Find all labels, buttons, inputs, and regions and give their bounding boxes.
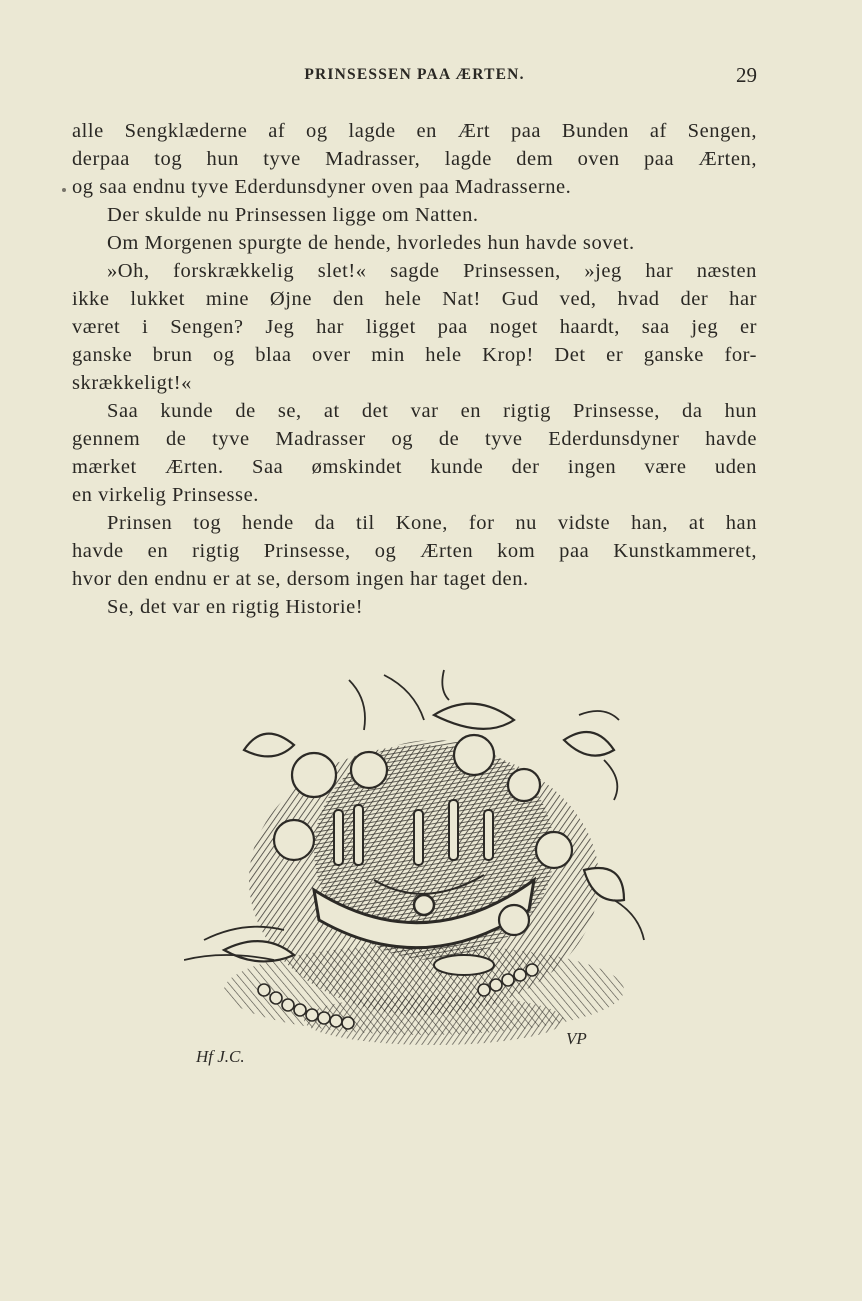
paragraph-6 bbox=[72, 509, 757, 593]
pea-crown-illustration bbox=[184, 660, 654, 1072]
paragraph-5 bbox=[72, 397, 757, 509]
paragraph-4 bbox=[72, 257, 757, 397]
text-line: derpaa tog hun tyve Madrasser, lagde dem oven paa Ærten, bbox=[72, 148, 757, 170]
text-line: Saa kunde de se, at det var en rigtig Prinsesse, da hun bbox=[107, 400, 757, 422]
text-line: skrækkeligt!« bbox=[72, 372, 192, 394]
text-line: Om Morgenen spurgte de hende, hvorledes hun havde sovet. bbox=[107, 232, 635, 254]
text-line: Prinsen tog hende da til Kone, for nu vidste han, at han bbox=[107, 512, 757, 534]
paragraph-1 bbox=[72, 117, 757, 201]
text-line: været i Sengen? Jeg har ligget paa noget haardt, saa jeg er bbox=[72, 316, 757, 338]
text-line: hvor den endnu er at se, dersom ingen har taget den. bbox=[72, 568, 529, 590]
text-line: Der skulde nu Prinsessen ligge om Natten. bbox=[107, 204, 479, 226]
page-number: 29 bbox=[736, 63, 757, 87]
paragraph-2 bbox=[72, 201, 757, 229]
running-title: PRINSESSEN PAA ÆRTEN. bbox=[304, 66, 525, 83]
text-line: »Oh, forskrækkelig slet!« sagde Prinsessen, »jeg har næsten bbox=[107, 260, 757, 282]
text-line: en virkelig Prinsesse. bbox=[72, 484, 259, 506]
text-line: ikke lukket mine Øjne den hele Nat! Gud ved, hvad der har bbox=[72, 288, 757, 310]
paragraph-7 bbox=[72, 593, 757, 621]
text-line: mærket Ærten. Saa ømskindet kunde der ingen være uden bbox=[72, 456, 757, 478]
text-line: ganske brun og blaa over min hele Krop! Det er ganske for- bbox=[72, 344, 757, 366]
text-line: havde en rigtig Prinsesse, og Ærten kom paa Kunstkammeret, bbox=[72, 540, 757, 562]
text-line: Se, det var en rigtig Historie! bbox=[107, 596, 364, 618]
artist-signature-left: Hf J.C. bbox=[196, 1047, 245, 1066]
margin-mark bbox=[62, 188, 66, 192]
text-line: og saa endnu tyve Ederdunsdyner oven paa Madrasserne. bbox=[72, 176, 572, 198]
paragraph-3 bbox=[72, 229, 757, 257]
text-line: gennem de tyve Madrasser og de tyve Ederdunsdyner havde bbox=[72, 428, 757, 450]
page-header bbox=[72, 63, 757, 94]
text-line: alle Sengklæderne af og lagde en Ært paa Bunden af Sengen, bbox=[72, 120, 757, 142]
artist-signature-right: VP bbox=[566, 1029, 587, 1048]
